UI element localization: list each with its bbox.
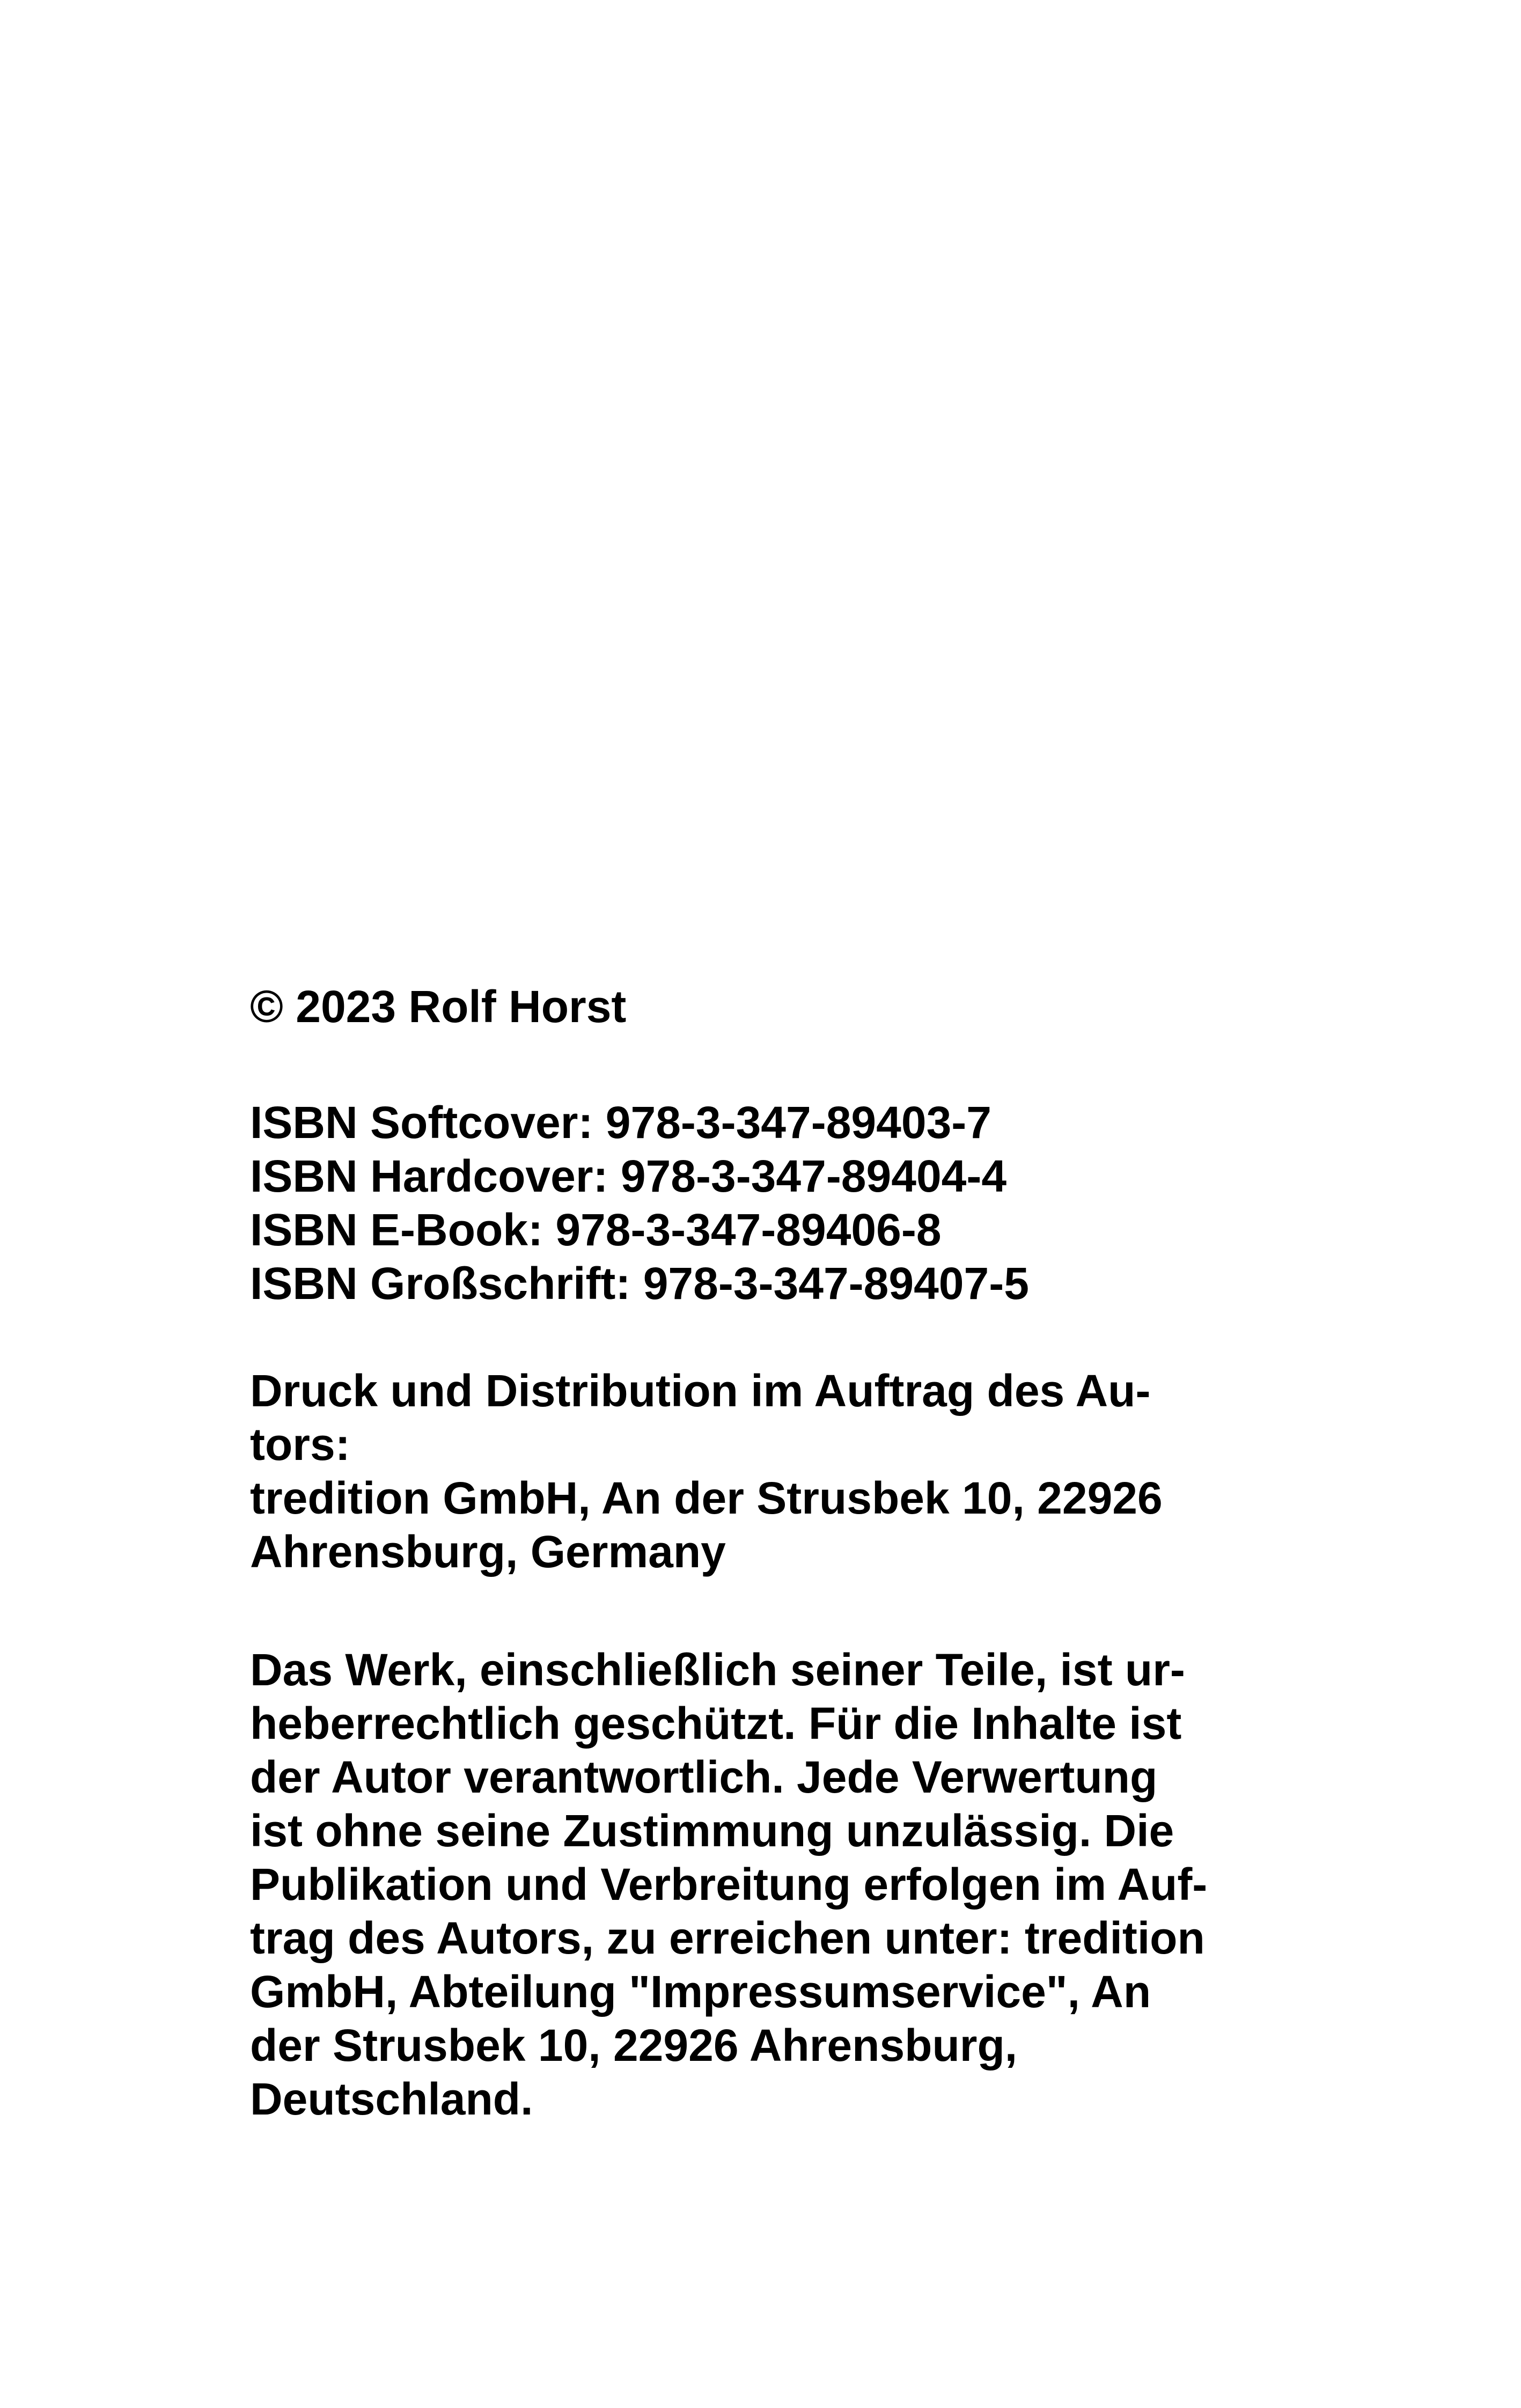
legal-line: der Autor verantwortlich. Jede Verwertung [250, 1752, 1158, 1802]
isbn-hardcover: ISBN Hardcover: 978-3-347-89404-4 [250, 1151, 1007, 1201]
isbn-grossschrift: ISBN Großschrift: 978-3-347-89407-5 [250, 1258, 1029, 1309]
isbn-ebook: ISBN E-Book: 978-3-347-89406-8 [250, 1205, 942, 1255]
legal-notice-block [250, 1643, 1296, 2126]
legal-line: Deutschland. [250, 2074, 533, 2124]
isbn-softcover: ISBN Softcover: 978-3-347-89403-7 [250, 1097, 991, 1148]
copyright-line: © 2023 Rolf Horst [250, 981, 627, 1032]
isbn-block [250, 1096, 1296, 1310]
legal-line: Das Werk, einschließlich seiner Teile, ist ur- [250, 1645, 1185, 1695]
distribution-block [250, 1364, 1296, 1579]
distribution-line: tredition GmbH, An der Strusbek 10, 22926 [250, 1473, 1163, 1523]
legal-line: trag des Autors, zu erreichen unter: tredition [250, 1913, 1205, 1963]
legal-line: ist ohne seine Zustimmung unzulässig. Die [250, 1805, 1174, 1856]
distribution-line: Ahrensburg, Germany [250, 1526, 726, 1577]
imprint-text [250, 980, 1296, 2126]
copyright-block [250, 980, 1296, 1033]
distribution-line: tors: [250, 1419, 350, 1470]
distribution-line: Druck und Distribution im Auftrag des Au- [250, 1365, 1151, 1416]
legal-line: Publikation und Verbreitung erfolgen im Auf- [250, 1859, 1208, 1910]
legal-line: GmbH, Abteilung "Impressumservice", An [250, 1966, 1151, 2017]
legal-line: der Strusbek 10, 22926 Ahrensburg, [250, 2020, 1018, 2071]
legal-line: heberrechtlich geschützt. Für die Inhalte ist [250, 1698, 1182, 1749]
